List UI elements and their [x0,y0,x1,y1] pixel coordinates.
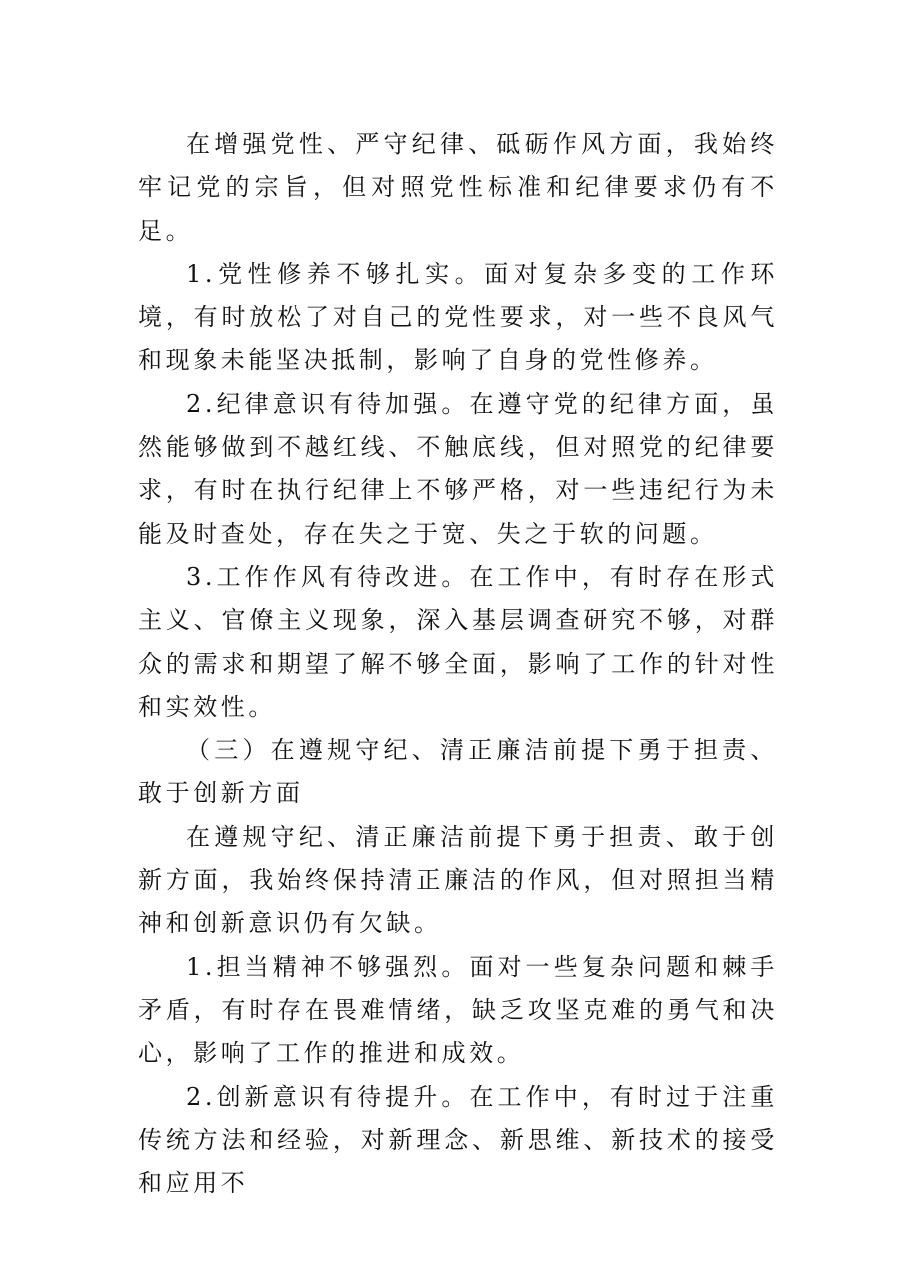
item-paragraph: 2.纪律意识有待加强。在遵守党的纪律方面，虽然能够做到不越红线、不触底线，但对照党的纪律要求，有时在执行纪律上不够严格，对一些违纪行为未能及时查处，存在失之于宽、失之于软的问题。 [138,389,778,548]
intro-paragraph: 在遵规守纪、清正廉洁前提下勇于担责、敢于创新方面，我始终保持清正廉洁的作风，但对照担当精神和创新意识仍有欠缺。 [138,822,778,938]
item-paragraph: 1.党性修养不够扎实。面对复杂多变的工作环境，有时放松了对自己的党性要求，对一些不良风气和现象未能坚决抵制，影响了自身的党性修养。 [138,259,778,375]
item-paragraph: 3.工作作风有待改进。在工作中，有时存在形式主义、官僚主义现象，深入基层调查研究不够，对群众的需求和期望了解不够全面，影响了工作的针对性和实效性。 [138,562,778,721]
intro-paragraph: 在增强党性、严守纪律、砥砺作风方面，我始终牢记党的宗旨，但对照党性标准和纪律要求仍有不足。 [138,130,778,245]
item-paragraph: 2.创新意识有待提升。在工作中，有时过于注重传统方法和经验，对新理念、新思维、新技术的接受和应用不 [138,1082,778,1198]
item-paragraph: 1.担当精神不够强烈。面对一些复杂问题和棘手矛盾，有时存在畏难情绪，缺乏攻坚克难的勇气和决心，影响了工作的推进和成效。 [138,952,778,1068]
document-body [138,123,778,1205]
section-heading: （三）在遵规守纪、清正廉洁前提下勇于担责、敢于创新方面 [138,736,778,808]
